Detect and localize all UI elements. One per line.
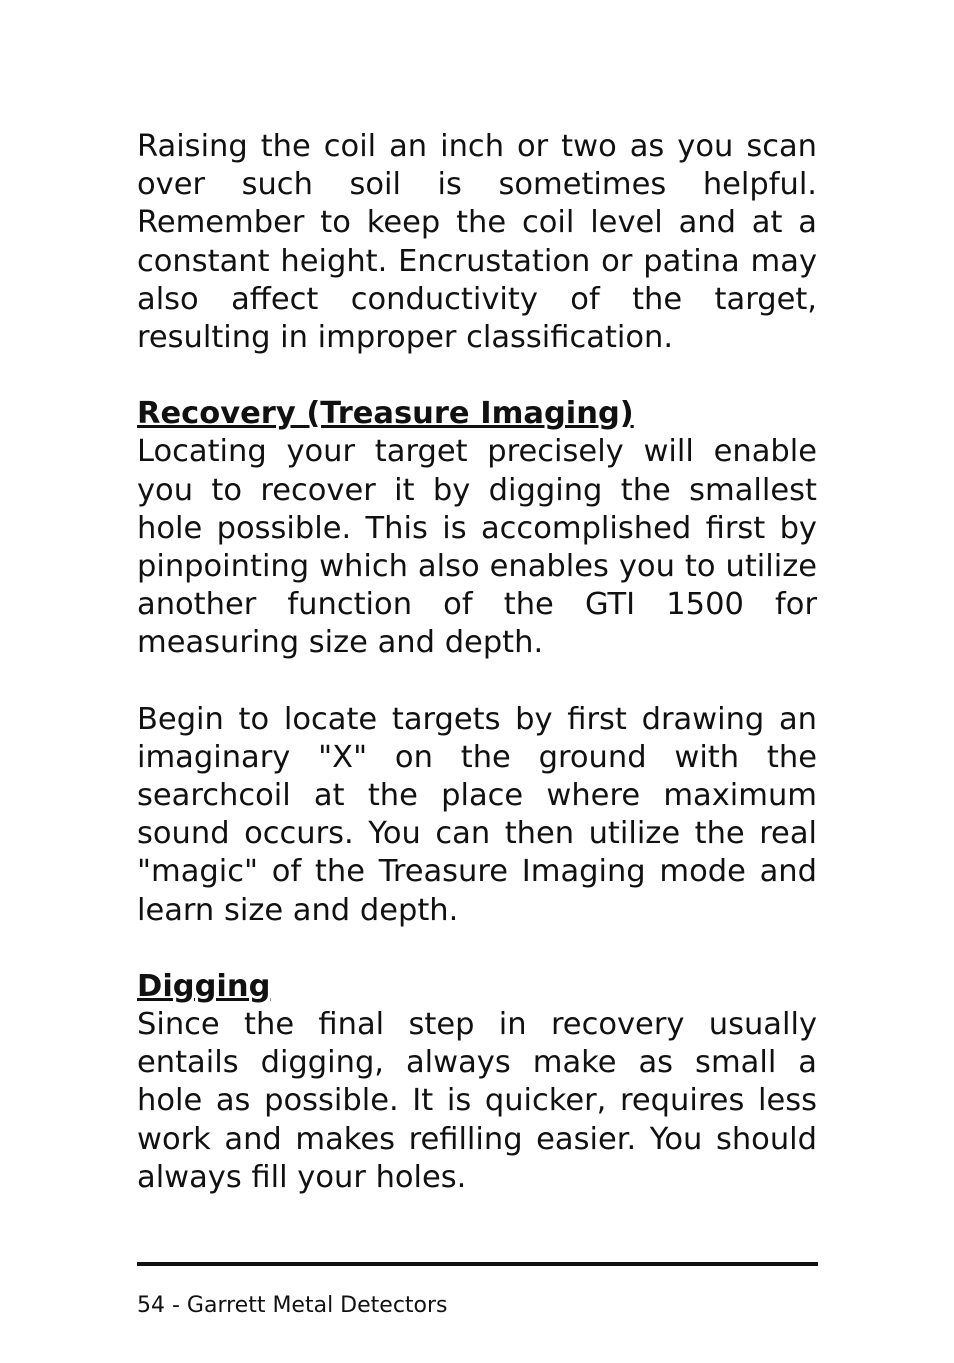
recovery-paragraph-1: Locating your target precisely will enable you to recover it by digging the smallest hole possible. This is accomplished first by pinpointing which also enables you to utilize another function of the GTI 1500 for measuring size and depth. <box>137 434 817 661</box>
page-body <box>137 128 817 1197</box>
page-footer: 54 - Garrett Metal Detectors <box>137 1293 448 1318</box>
digging-heading: Digging <box>137 968 271 1004</box>
intro-paragraph: Raising the coil an inch or two as you scan over such soil is sometimes helpful. Remember to keep the coil level and at a constant height. Encrustation or patina may also affect conductivity of the target, resulting in improper classification. <box>137 129 817 356</box>
digging-paragraph: Since the final step in recovery usually entails digging, always make as small a hole as possible. It is quicker, requires less work and makes refilling easier. You should always fill your holes. <box>137 1007 817 1195</box>
recovery-heading: Recovery (Treasure Imaging) <box>137 396 634 432</box>
digging-section <box>137 968 817 1197</box>
recovery-section <box>137 395 817 662</box>
recovery-paragraph-2: Begin to locate targets by first drawing an imaginary "X" on the ground with the searchcoil at the place where maximum sound occurs. You can then utilize the real "magic" of the Treasure Imaging mode and learn size and depth. <box>137 701 817 928</box>
footer-divider <box>137 1262 818 1266</box>
